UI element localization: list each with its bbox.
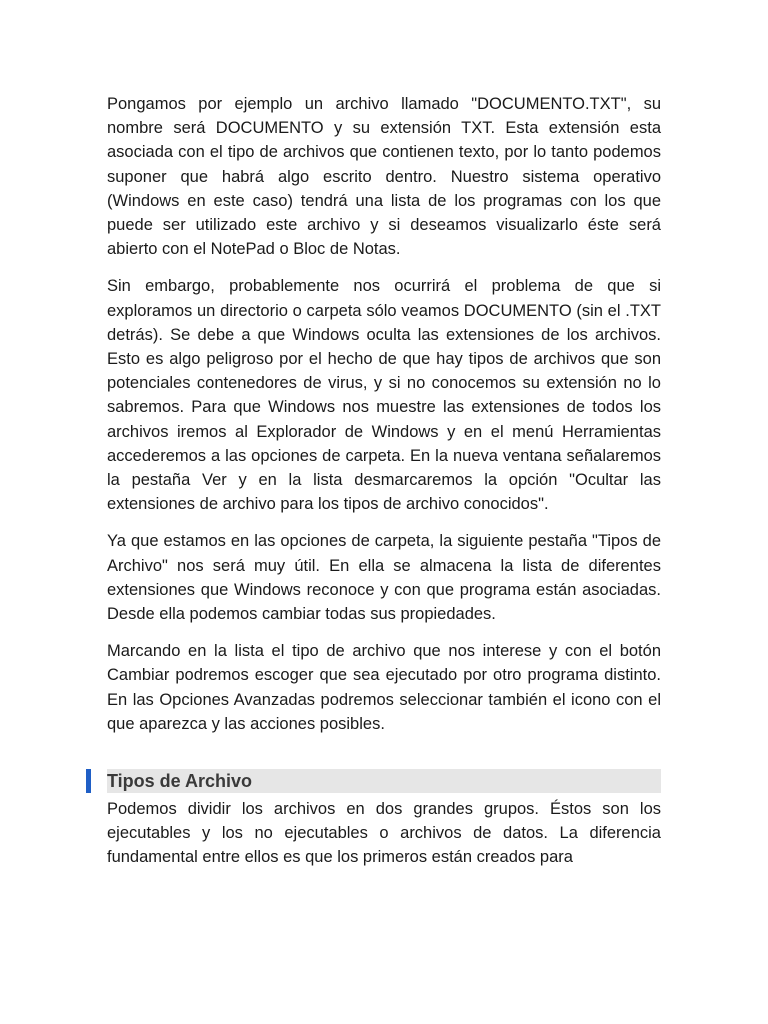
paragraph-4: Marcando en la lista el tipo de archivo que nos interese y con el botón Cambiar podremos escoger que sea ejecutado por otro programa distinto. En las Opciones Avanzadas podremos seleccionar también el icono con el que aparezca y las acciones posibles. [107,642,661,733]
section-heading [107,769,661,793]
section-title: Tipos de Archivo [107,771,253,792]
paragraph-1: Pongamos por ejemplo un archivo llamado "DOCUMENTO.TXT", su nombre será DOCUMENTO y su extensión TXT. Esta extensión esta asociada con el tipo de archivos que contienen texto, por lo tanto podemos suponer que habrá algo escrito dentro. Nuestro sistema operativo (Windows en este caso) tendrá una lista de los programas con los que puede ser utilizado este archivo y si deseamos visualizarlo éste será abierto con el NotePad o Bloc de Notas. [107,95,661,259]
paragraph-3: Ya que estamos en las opciones de carpeta, la siguiente pestaña "Tipos de Archivo" nos será muy útil. En ella se almacena la lista de diferentes extensiones que Windows reconoce y con que programa están asociadas. Desde ella podemos cambiar todas sus propiedades. [107,532,661,624]
section-paragraph: Podemos dividir los archivos en dos grandes grupos. Éstos son los ejecutables y los no ejecutables o archivos de datos. La diferencia fundamental entre ellos es que los primeros están creados para [107,800,661,867]
heading-accent-bar [86,769,91,793]
document-body [107,92,661,883]
paragraph-2: Sin embargo, probablemente nos ocurrirá el problema de que si exploramos un directorio o carpeta sólo veamos DOCUMENTO (sin el .TXT detrás). Se debe a que Windows oculta las extensiones de los archivos. Esto es algo peligroso por el hecho de que hay tipos de archivos que son potenciales contenedores de virus, y si no conocemos su extensión no lo sabremos. Para que Windows nos muestre las extensiones de todos los archivos iremos al Explorador de Windows y en el menú Herramientas accederemos a las opciones de carpeta. En la nueva ventana señalaremos la pestaña Ver y en la lista desmarcaremos la opción "Ocultar las extensiones de archivo para los tipos de archivo conocidos". [107,277,661,514]
